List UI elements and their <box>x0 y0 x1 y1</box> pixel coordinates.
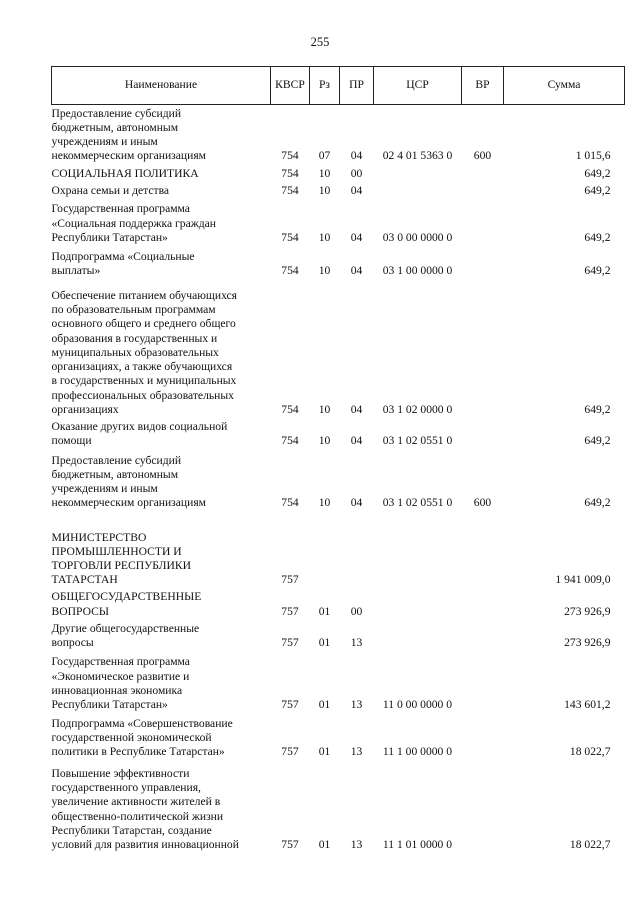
row-name-line: политики в Республике Татарстан» <box>51 744 225 758</box>
cell-pr: 04 <box>350 230 363 244</box>
table-row <box>52 105 625 167</box>
header-sum: Сумма <box>504 67 625 105</box>
row-name-line: некоммерческим организациям <box>51 149 206 163</box>
cell-kvsr: 754 <box>281 402 299 416</box>
row-name <box>52 248 271 281</box>
row-name <box>52 451 271 513</box>
cell-csr <box>374 184 462 201</box>
table-row <box>52 451 625 513</box>
cell-csr <box>374 590 462 621</box>
table-row <box>52 184 625 201</box>
cell-sum: 649,2 <box>584 402 611 416</box>
table-row <box>52 513 625 590</box>
cell-csr: 03 0 00 0000 0 <box>382 230 453 244</box>
cell-vr <box>462 513 504 590</box>
cell-sum: 273 926,9 <box>564 604 611 618</box>
row-name-line: ПРОМЫШЛЕННОСТИ И <box>51 544 182 558</box>
table-row <box>52 167 625 184</box>
cell-rz: 10 <box>318 402 331 416</box>
header-kvsr: КВСР <box>271 67 310 105</box>
cell-rz: 07 <box>318 149 331 163</box>
cell-kvsr: 754 <box>281 230 299 244</box>
cell-csr <box>374 513 462 590</box>
row-name-line: общественно-политической жизни <box>51 809 224 823</box>
cell-pr: 13 <box>350 744 363 758</box>
cell-vr <box>462 420 504 451</box>
cell-rz: 01 <box>318 604 331 618</box>
cell-pr: 13 <box>350 837 363 851</box>
cell-sum: 143 601,2 <box>564 697 611 711</box>
row-name <box>52 420 271 451</box>
row-name-line: Государственная программа <box>51 655 190 669</box>
row-name-line: выплаты» <box>51 263 101 277</box>
cell-rz: 10 <box>318 496 331 510</box>
cell-kvsr: 757 <box>281 604 299 618</box>
cell-sum: 18 022,7 <box>569 744 611 758</box>
row-name <box>52 622 271 653</box>
cell-pr: 04 <box>350 149 363 163</box>
row-name-line: МИНИСТЕРСТВО <box>51 530 147 544</box>
cell-csr: 02 4 01 5363 0 <box>382 149 453 163</box>
cell-vr <box>462 653 504 715</box>
cell-kvsr: 754 <box>281 183 299 197</box>
cell-kvsr: 754 <box>281 263 299 277</box>
cell-kvsr: 754 <box>281 434 299 448</box>
table-row <box>52 590 625 621</box>
row-name-line: ТОРГОВЛИ РЕСПУБЛИКИ <box>51 558 192 572</box>
cell-kvsr: 754 <box>281 496 299 510</box>
row-name <box>52 105 271 167</box>
table-header-row <box>52 67 625 105</box>
row-name-line: «Экономическое развитие и <box>51 669 190 683</box>
cell-vr <box>462 201 504 248</box>
table-row <box>52 420 625 451</box>
cell-kvsr: 757 <box>281 635 299 649</box>
table-row <box>52 248 625 281</box>
row-name-line: Государственная программа <box>51 202 190 216</box>
cell-vr <box>462 590 504 621</box>
row-name <box>52 513 271 590</box>
cell-vr <box>462 248 504 281</box>
row-name-line: муниципальных образовательных <box>51 345 219 359</box>
row-name <box>52 184 271 201</box>
row-name <box>52 653 271 715</box>
cell-csr <box>374 167 462 184</box>
row-name-line: основного общего и среднего общего <box>51 317 236 331</box>
cell-vr <box>462 715 504 762</box>
row-name <box>52 590 271 621</box>
cell-kvsr: 757 <box>281 573 299 587</box>
table-row <box>52 762 625 855</box>
cell-pr: 04 <box>350 434 363 448</box>
cell-pr: 04 <box>350 402 363 416</box>
cell-sum: 1 015,6 <box>575 149 611 163</box>
cell-rz: 01 <box>318 697 331 711</box>
row-name-line: бюджетным, автономным <box>51 120 179 134</box>
row-name-line: Повышение эффективности <box>51 766 190 780</box>
row-name-line: Охрана семьи и детства <box>51 183 170 197</box>
row-name-line: ОБЩЕГОСУДАРСТВЕННЫЕ <box>51 590 202 604</box>
row-name-line: «Социальная поддержка граждан <box>51 216 217 230</box>
cell-vr <box>462 622 504 653</box>
cell-csr: 03 1 02 0551 0 <box>382 496 453 510</box>
header-pr: ПР <box>340 67 374 105</box>
row-name <box>52 762 271 855</box>
cell-kvsr: 754 <box>281 166 299 180</box>
cell-kvsr: 757 <box>281 697 299 711</box>
row-name-line: Предоставление субсидий <box>51 106 182 120</box>
row-name-line: государственного управления, <box>51 781 201 795</box>
row-name <box>52 715 271 762</box>
row-name-line: учреждениям и иным <box>51 481 158 495</box>
row-name-line: Подпрограмма «Социальные <box>51 249 195 263</box>
row-name-line: Другие общегосударственные <box>51 621 200 635</box>
cell-rz: 10 <box>318 166 331 180</box>
cell-csr: 03 1 02 0551 0 <box>382 434 453 448</box>
row-name-line: СОЦИАЛЬНАЯ ПОЛИТИКА <box>51 166 199 180</box>
row-name-line: государственной экономической <box>51 730 212 744</box>
cell-sum: 18 022,7 <box>569 837 611 851</box>
row-name <box>52 201 271 248</box>
cell-csr <box>374 622 462 653</box>
cell-rz: 01 <box>318 837 331 851</box>
row-name-line: Оказание других видов социальной <box>51 419 228 433</box>
cell-sum: 649,2 <box>584 230 611 244</box>
cell-rz: 10 <box>318 263 331 277</box>
table-row <box>52 201 625 248</box>
cell-pr: 04 <box>350 183 363 197</box>
header-name: Наименование <box>52 67 271 105</box>
row-name-line: в государственных и муниципальных <box>51 374 237 388</box>
row-name-line: вопросы <box>51 635 94 649</box>
table-row <box>52 281 625 420</box>
cell-csr: 03 1 00 0000 0 <box>382 263 453 277</box>
row-name-line: Республики Татарстан» <box>51 697 168 711</box>
cell-pr <box>340 513 374 590</box>
row-name-line: по образовательным программам <box>51 303 216 317</box>
cell-rz: 01 <box>318 635 331 649</box>
row-name-line: инновационная экономика <box>51 683 183 697</box>
row-name-line: некоммерческим организациям <box>51 496 206 510</box>
row-name-line: организациях, а также обучающихся <box>51 360 233 374</box>
row-name-line: Подпрограмма «Совершенствование <box>51 716 233 730</box>
cell-csr: 11 1 00 0000 0 <box>382 744 453 758</box>
row-name-line: организациях <box>51 402 119 416</box>
cell-rz: 10 <box>318 230 331 244</box>
cell-sum: 649,2 <box>584 166 611 180</box>
cell-rz: 01 <box>318 744 331 758</box>
row-name-line: ТАТАРСТАН <box>51 573 118 587</box>
cell-sum: 1 941 009,0 <box>555 573 611 587</box>
row-name-line: Республики Татарстан» <box>51 230 168 244</box>
cell-kvsr: 757 <box>281 837 299 851</box>
cell-vr <box>462 281 504 420</box>
cell-vr <box>462 762 504 855</box>
cell-vr: 600 <box>473 149 492 163</box>
cell-sum: 649,2 <box>584 434 611 448</box>
cell-csr: 11 1 01 0000 0 <box>382 837 453 851</box>
row-name-line: Республики Татарстан, создание <box>51 823 212 837</box>
cell-pr: 00 <box>350 604 363 618</box>
cell-kvsr: 757 <box>281 744 299 758</box>
row-name <box>52 281 271 420</box>
budget-table <box>51 66 625 855</box>
row-name-line: образования в государственных и <box>51 331 218 345</box>
table-row <box>52 653 625 715</box>
header-rz: Рз <box>310 67 340 105</box>
header-vr: ВР <box>462 67 504 105</box>
cell-vr: 600 <box>473 496 492 510</box>
page-number: 255 <box>310 35 330 49</box>
cell-sum: 649,2 <box>584 263 611 277</box>
cell-pr: 04 <box>350 496 363 510</box>
row-name-line: ВОПРОСЫ <box>51 604 109 618</box>
cell-rz: 10 <box>318 183 331 197</box>
row-name-line: помощи <box>51 434 92 448</box>
cell-sum: 649,2 <box>584 183 611 197</box>
cell-pr: 00 <box>350 166 363 180</box>
cell-vr <box>462 167 504 184</box>
cell-pr: 04 <box>350 263 363 277</box>
row-name-line: учреждениям и иным <box>51 135 158 149</box>
row-name <box>52 167 271 184</box>
row-name-line: увеличение активности жителей в <box>51 795 221 809</box>
row-name-line: бюджетным, автономным <box>51 467 179 481</box>
cell-sum: 273 926,9 <box>564 635 611 649</box>
row-name-line: условий для развития инновационной <box>51 837 239 851</box>
table-row <box>52 622 625 653</box>
row-name-line: Обеспечение питанием обучающихся <box>51 289 238 303</box>
cell-csr: 03 1 02 0000 0 <box>382 402 453 416</box>
row-name-line: профессиональных образовательных <box>51 388 234 402</box>
cell-sum: 649,2 <box>584 496 611 510</box>
cell-rz <box>310 513 340 590</box>
cell-vr <box>462 184 504 201</box>
cell-kvsr: 754 <box>281 149 299 163</box>
row-name-line: Предоставление субсидий <box>51 453 182 467</box>
cell-pr: 13 <box>350 635 363 649</box>
table-row <box>52 715 625 762</box>
cell-csr: 11 0 00 0000 0 <box>382 697 453 711</box>
cell-pr: 13 <box>350 697 363 711</box>
cell-rz: 10 <box>318 434 331 448</box>
header-csr: ЦСР <box>374 67 462 105</box>
